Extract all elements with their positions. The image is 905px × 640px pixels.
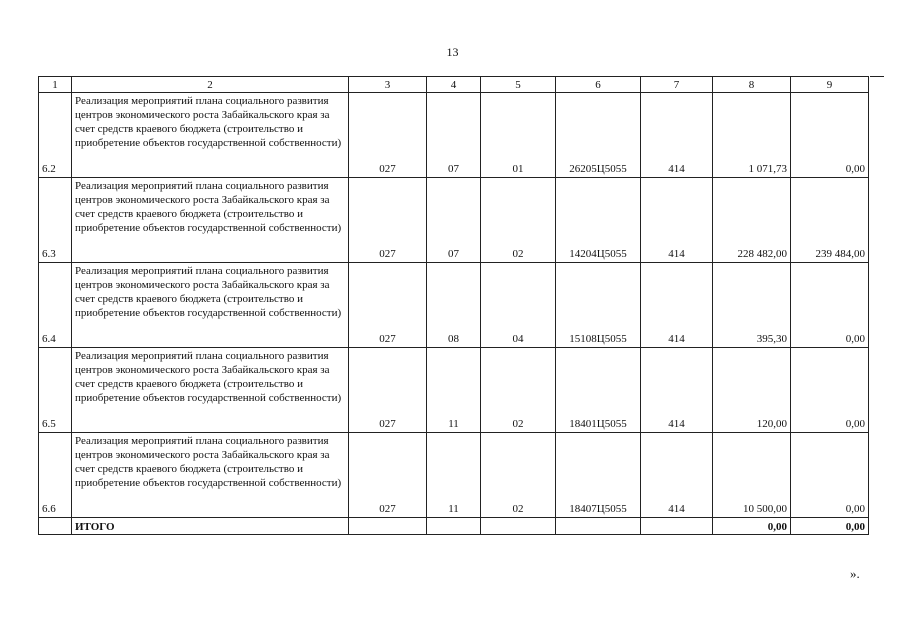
row-number: 6.3: [39, 178, 72, 263]
section-code: 07: [427, 93, 481, 178]
total-row: [39, 518, 869, 535]
total-col9: 0,00: [791, 518, 869, 535]
total-empty-cell: [641, 518, 713, 535]
column-header: 7: [641, 77, 713, 93]
section-code: 07: [427, 178, 481, 263]
ministry-code: 027: [349, 433, 427, 518]
ministry-code: 027: [349, 93, 427, 178]
row-number: 6.4: [39, 263, 72, 348]
amount-col8: 228 482,00: [713, 178, 791, 263]
row-description: Реализация мероприятий плана социального развития центров экономического роста Забайкальского края за счет средств краевого бюджета (строительство и приобретение объектов государственной собственности): [72, 263, 349, 348]
target-article-code: 18407Ц5055: [556, 433, 641, 518]
table-row: [39, 348, 869, 433]
column-header: 9: [791, 77, 869, 93]
section-code: 11: [427, 433, 481, 518]
amount-col9: 0,00: [791, 433, 869, 518]
expense-type-code: 414: [641, 433, 713, 518]
amount-col9: 0,00: [791, 263, 869, 348]
column-header: 1: [39, 77, 72, 93]
amount-col9: 0,00: [791, 348, 869, 433]
expense-type-code: 414: [641, 263, 713, 348]
subsection-code: 04: [481, 263, 556, 348]
row-description: Реализация мероприятий плана социального развития центров экономического роста Забайкальского края за счет средств краевого бюджета (строительство и приобретение объектов государственной собственности): [72, 433, 349, 518]
row-number: 6.6: [39, 433, 72, 518]
total-empty-cell: [481, 518, 556, 535]
subsection-code: 02: [481, 433, 556, 518]
expense-type-code: 414: [641, 178, 713, 263]
table-row: [39, 263, 869, 348]
total-label: ИТОГО: [72, 518, 349, 535]
total-col8: 0,00: [713, 518, 791, 535]
target-article-code: 15108Ц5055: [556, 263, 641, 348]
table-row: [39, 93, 869, 178]
amount-col8: 120,00: [713, 348, 791, 433]
column-header: 8: [713, 77, 791, 93]
ministry-code: 027: [349, 178, 427, 263]
row-number: 6.2: [39, 93, 72, 178]
ministry-code: 027: [349, 263, 427, 348]
page-number: 13: [446, 45, 459, 59]
ministry-code: 027: [349, 348, 427, 433]
total-empty-cell: [427, 518, 481, 535]
column-header: 5: [481, 77, 556, 93]
column-header: 3: [349, 77, 427, 93]
target-article-code: 26205Ц5055: [556, 93, 641, 178]
column-number-row: [39, 77, 869, 93]
total-empty-cell: [39, 518, 72, 535]
amount-col9: 239 484,00: [791, 178, 869, 263]
row-number: 6.5: [39, 348, 72, 433]
table-row: [39, 178, 869, 263]
target-article-code: 14204Ц5055: [556, 178, 641, 263]
section-code: 08: [427, 263, 481, 348]
amount-col8: 395,30: [713, 263, 791, 348]
row-description: Реализация мероприятий плана социального развития центров экономического роста Забайкальского края за счет средств краевого бюджета (строительство и приобретение объектов государственной собственности): [72, 178, 349, 263]
total-empty-cell: [556, 518, 641, 535]
column-header: 4: [427, 77, 481, 93]
table-row: [39, 433, 869, 518]
target-article-code: 18401Ц5055: [556, 348, 641, 433]
closing-quote: ».: [850, 566, 860, 581]
column-header: 2: [72, 77, 349, 93]
row-description: Реализация мероприятий плана социального развития центров экономического роста Забайкальского края за счет средств краевого бюджета (строительство и приобретение объектов государственной собственности): [72, 348, 349, 433]
amount-col8: 1 071,73: [713, 93, 791, 178]
table-edge-line: [870, 76, 884, 77]
budget-table: [38, 76, 869, 535]
row-description: Реализация мероприятий плана социального развития центров экономического роста Забайкальского края за счет средств краевого бюджета (строительство и приобретение объектов государственной собственности): [72, 93, 349, 178]
amount-col8: 10 500,00: [713, 433, 791, 518]
expense-type-code: 414: [641, 93, 713, 178]
column-header: 6: [556, 77, 641, 93]
expense-type-code: 414: [641, 348, 713, 433]
subsection-code: 02: [481, 348, 556, 433]
section-code: 11: [427, 348, 481, 433]
amount-col9: 0,00: [791, 93, 869, 178]
total-empty-cell: [349, 518, 427, 535]
subsection-code: 02: [481, 178, 556, 263]
subsection-code: 01: [481, 93, 556, 178]
